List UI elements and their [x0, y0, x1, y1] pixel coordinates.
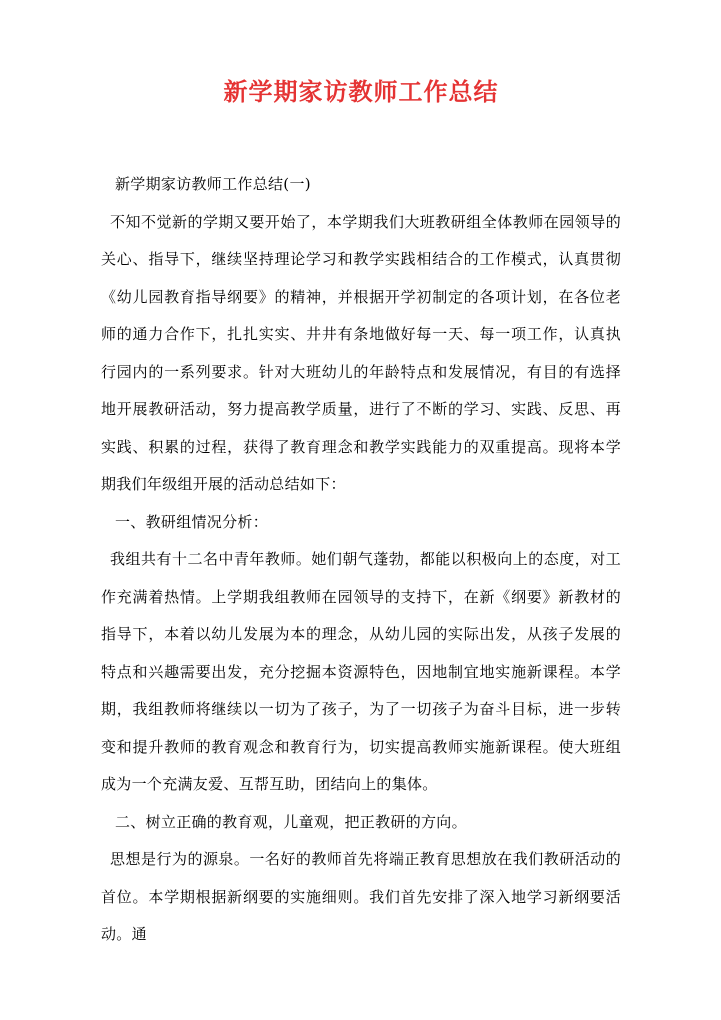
paragraph-subtitle: 新学期家访教师工作总结(一)	[115, 175, 311, 193]
heading-section-2: 二、树立正确的教育观，儿童观，把正教研的方向。	[115, 812, 467, 831]
document-body	[101, 166, 621, 954]
paragraph-section-2-body: 思想是行为的源泉。一名好的教师首先将端正教育思想放在我们教研活动的首位。本学期根据新纲要的实施细则。我们首先安排了深入地学习新纲要活动。通	[101, 850, 621, 943]
paragraph-intro: 不知不觉新的学期又要开始了，本学期我们大班教研组全体教师在园领导的关心、指导下，继续坚持理论学习和教学实践相结合的工作模式，认真贯彻《幼儿园教育指导纲要》的精神，并根据开学初制定的各项计划，在各位老师的通力合作下，扎扎实实、井井有条地做好每一天、每一项工作，认真执行园内的一系列要求。针对大班幼儿的年龄特点和发展情况，有目的有选择地开展教研活动，努力提高教学质量，进行了不断的学习、实践、反思、再实践、积累的过程，获得了教育理念和教学实践能力的双重提高。现将本学期我们年级组开展的活动总结如下：	[101, 212, 621, 493]
document-title: 新学期家访教师工作总结	[223, 77, 499, 106]
paragraph-section-1-body: 我组共有十二名中青年教师。她们朝气蓬勃，都能以积极向上的态度，对工作充满着热情。上学期我组教师在园领导的支持下，在新《纲要》新教材的指导下，本着以幼儿发展为本的理念，从幼儿园的实际出发，从孩子发展的特点和兴趣需要出发，充分挖掘本资源特色，因地制宜地实施新课程。本学期，我组教师将继续以一切为了孩子，为了一切孩子为奋斗目标，进一步转变和提升教师的教育观念和教育行为，切实提高教师实施新课程。使大班组成为一个充满友爱、互帮互助，团结向上的集体。	[101, 550, 621, 793]
heading-section-1: 一、教研组情况分析：	[115, 512, 269, 531]
